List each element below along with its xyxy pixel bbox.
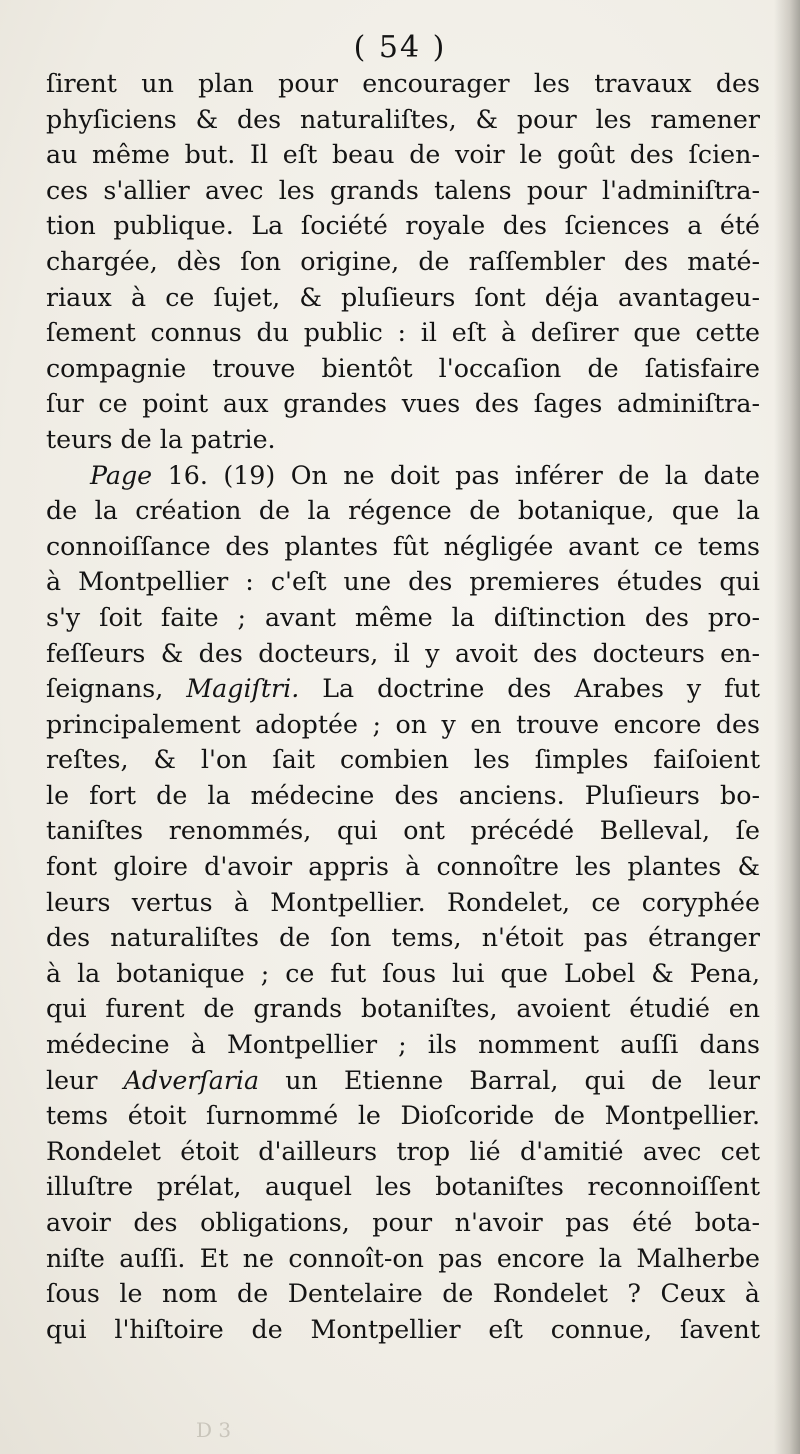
text-line: qui l'hiſtoire de Montpellier eſt connue, ſavent [46, 1314, 760, 1344]
text-line: leurs vertus à Montpellier. Rondelet, ce coryphée [46, 887, 760, 917]
text-line: niſte auſſi. Et ne connoît-on pas encore la Malherbe [46, 1243, 760, 1273]
text-line: ſement connus du public : il eſt à deſirer que cette [46, 318, 760, 348]
text-line: taniſtes renommés, qui ont précédé Belleval, ſe [46, 816, 760, 846]
italic-word: Magiſtri. [186, 674, 300, 704]
line-text: ſeignans, [46, 674, 187, 704]
body-text [46, 66, 760, 1347]
text-line: ſur ce point aux grandes vues des ſages adminiſtra- [46, 389, 760, 419]
page-number: ( 54 ) [353, 30, 447, 65]
text-line: à Montpellier : c'eſt une des premieres études qui [46, 567, 760, 597]
italic-word: Adverſaria [123, 1065, 260, 1095]
page-gutter-shadow [774, 0, 800, 1454]
text-line: s'y ſoit faite ; avant même la diſtinction des pro- [46, 602, 760, 632]
text-line: médecine à Montpellier ; ils nomment auſſi dans [46, 1030, 760, 1060]
text-line: illuſtre prélat, auquel les botaniſtes reconnoiſſent [46, 1172, 760, 1202]
text-line: ſous le nom de Dentelaire de Rondelet ? Ceux à [46, 1279, 760, 1309]
italic-word: Page [90, 460, 153, 490]
line-text: leur [46, 1065, 124, 1095]
text-line: principalement adoptée ; on y en trouve encore des [46, 709, 760, 739]
text-line: chargée, dès ſon origine, de raſſembler des maté- [46, 246, 760, 276]
text-line: qui furent de grands botaniſtes, avoient étudié en [46, 994, 760, 1024]
text-line: à la botanique ; ce fut ſous lui que Lobel & Pena, [46, 958, 760, 988]
signature-mark: D 3 [196, 1418, 232, 1442]
text-line: compagnie trouve bientôt l'occaſion de ſatisfaire [46, 353, 760, 383]
text-line: de la création de la régence de botanique, que la [46, 496, 760, 526]
text-line: avoir des obligations, pour n'avoir pas été bota- [46, 1208, 760, 1237]
text-line: tion publique. La ſociété royale des ſciences a été [46, 211, 760, 241]
text-line: tems étoit ſurnommé le Dioſcoride de Montpellier. [46, 1101, 760, 1131]
line-text: un Etienne Barral, qui de leur [259, 1065, 760, 1095]
text-line [46, 458, 760, 494]
text-line: le fort de la médecine des anciens. Pluſieurs bo- [46, 780, 760, 810]
text-line: ces s'allier avec les grands talens pour l'adminiſtra- [46, 175, 760, 205]
text-line: ſirent un plan pour encourager les travaux des [46, 69, 760, 98]
text-line: riaux à ce ſujet, & pluſieurs ſont déja avantageu- [46, 282, 760, 312]
line-text: 16. (19) On ne doit pas inférer de la date [152, 460, 760, 490]
text-line: Rondelet étoit d'ailleurs trop lié d'amitié avec cet [46, 1136, 760, 1166]
text-line: reſtes, & l'on ſait combien les ſimples faiſoient [46, 745, 760, 775]
text-line: feſſeurs & des docteurs, il y avoit des docteurs en- [46, 638, 760, 668]
text-line [46, 1063, 760, 1099]
text-line: phyſiciens & des naturaliſtes, & pour les ramener [46, 104, 760, 134]
text-line: teurs de la patrie. [46, 424, 276, 454]
text-line: des naturaliſtes de ſon tems, n'étoit pas étranger [46, 923, 760, 953]
text-line: au même but. Il eſt beau de voir le goût des ſcien- [46, 140, 760, 170]
line-text: La doctrine des Arabes y fut [299, 674, 760, 704]
text-line: font gloire d'avoir appris à connoître les plantes & [46, 852, 760, 882]
text-line [46, 671, 760, 707]
text-line: connoiſſance des plantes fût négligée avant ce tems [46, 531, 760, 561]
